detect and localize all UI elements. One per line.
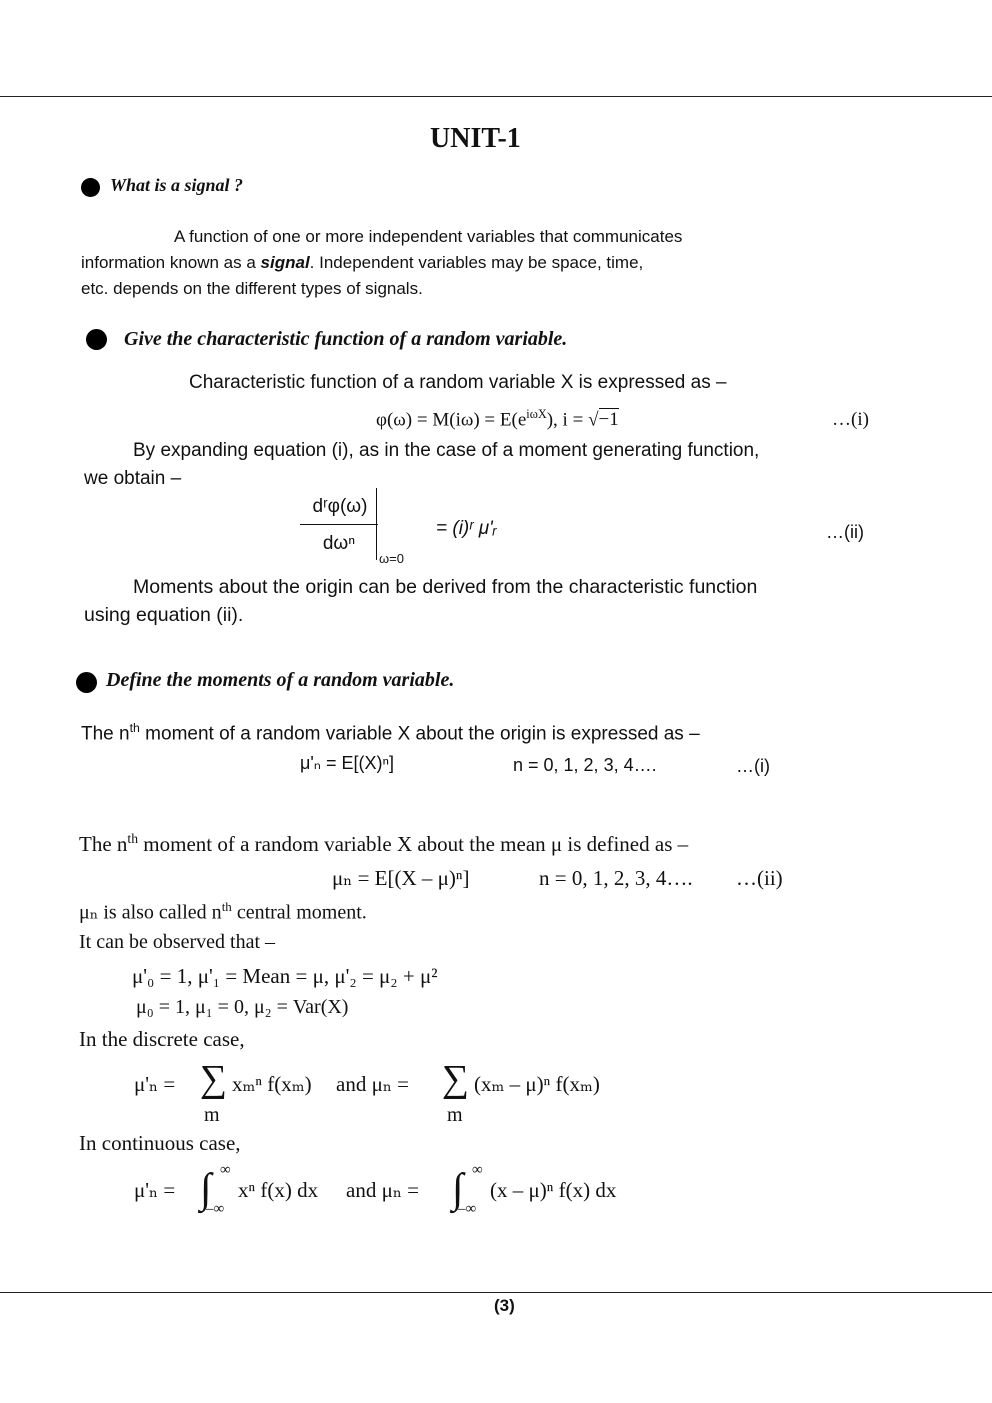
eq1-label: …(i) [832,409,869,430]
signal-term: signal [260,253,310,272]
eq2-fraction-bar [300,524,378,525]
continuous-lhs-1: μ'ₙ = [134,1178,176,1202]
sum-icon: ∑ [442,1058,470,1100]
bottom-rule [0,1292,992,1293]
central-b: central moment. [231,901,367,924]
mean-label: …(ii) [736,866,783,890]
signal-paragraph-line-3: etc. depends on the different types of signals. [81,279,423,298]
central-sup: th [221,899,232,914]
mean-b: moment of a random variable X about the mean μ is defined as – [138,832,689,856]
mean-sup: th [127,831,139,846]
origin-b: moment of a random variable X about the origin is expressed as – [139,723,700,745]
discrete-index-1: m [204,1104,220,1126]
eq1-tail: ), i = [546,409,589,431]
eq2-evaluation-bar [376,488,377,560]
integral-icon: ∫ [200,1166,212,1212]
origin-label: …(i) [736,756,770,776]
relation-line-1: μ'₀ = 1, μ'₁ = Mean = μ, μ'₂ = μ₂ + μ² [132,964,438,988]
continuous-heading: In continuous case, [79,1131,241,1155]
eq2-label: …(ii) [826,522,864,542]
discrete-and: and μₙ = [336,1072,410,1096]
moments-line-1: Moments about the origin can be derived from the characteristic function [133,576,758,598]
discrete-lhs-1: μ'ₙ = [134,1072,176,1096]
eq2-rhs: = (i)ʳ μ'ᵣ [436,518,497,539]
expand-line-1: By expanding equation (i), as in the case of a moment generating function, [133,440,760,461]
page-title: UNIT-1 [430,123,521,154]
eq1-root: −1 [598,409,619,431]
origin-moment-line [81,721,700,745]
origin-equation: μ'ₙ = E[(X)ⁿ] [300,753,395,773]
integral-upper-1: ∞ [220,1162,231,1178]
origin-a: The n [81,723,130,745]
sqrt-icon: √ [588,409,599,431]
signal-paragraph-line-2 [81,253,643,273]
signal-text-b: . Independent variables may be space, time, [309,253,644,272]
mean-moment-line [79,831,688,857]
eq1-main: φ(ω) = M(iω) = E(e [376,409,527,431]
eq2-evaluation-point: ω=0 [379,551,404,566]
observe-line: It can be observed that – [79,931,276,953]
continuous-and: and μₙ = [346,1178,420,1202]
bullet-icon [86,329,107,350]
origin-sup: th [129,721,140,735]
central-a: μₙ is also called n [79,901,222,924]
relation-line-2: μ₀ = 1, μ₁ = 0, μ₂ = Var(X) [136,996,349,1018]
origin-range: n = 0, 1, 2, 3, 4…. [513,755,657,775]
signal-text-a: information known as a [81,253,261,272]
moments-line-2: using equation (ii). [84,604,244,626]
eq2-numerator: dʳφ(ω) [312,496,368,517]
expand-line-2: we obtain – [84,468,182,489]
mean-equation: μₙ = E[(X – μ)ⁿ] [332,866,470,890]
eq1-sup: iωX [526,407,547,421]
integral-icon: ∫ [452,1166,464,1212]
central-moment-line [79,899,367,925]
bullet-icon [81,178,100,197]
integral-upper-2: ∞ [472,1162,483,1178]
discrete-sum-2: (xₘ – μ)ⁿ f(xₘ) [474,1072,600,1096]
top-rule [0,96,992,97]
discrete-sum-1: xₘⁿ f(xₘ) [232,1072,312,1096]
bullet-icon [76,672,97,693]
signal-paragraph-line-1: A function of one or more independent variables that communicates [174,227,683,246]
continuous-int-2: (x – μ)ⁿ f(x) dx [490,1178,617,1202]
section-heading-signal: What is a signal ? [110,175,244,195]
eq2-denominator: dωⁿ [322,533,356,554]
section-heading-moments: Define the moments of a random variable. [106,669,455,691]
integral-lower-1: –∞ [206,1201,225,1217]
continuous-int-1: xⁿ f(x) dx [238,1178,319,1202]
equation-characteristic [376,407,619,431]
mean-range: n = 0, 1, 2, 3, 4…. [539,866,693,890]
mean-a: The n [79,832,128,856]
discrete-heading: In the discrete case, [79,1027,245,1051]
section-heading-characteristic: Give the characteristic function of a random variable. [124,328,568,350]
characteristic-intro: Characteristic function of a random variable X is expressed as – [189,372,727,393]
page-number: (3) [494,1296,515,1315]
integral-lower-2: –∞ [458,1201,477,1217]
discrete-index-2: m [447,1104,463,1126]
sum-icon: ∑ [200,1058,228,1100]
